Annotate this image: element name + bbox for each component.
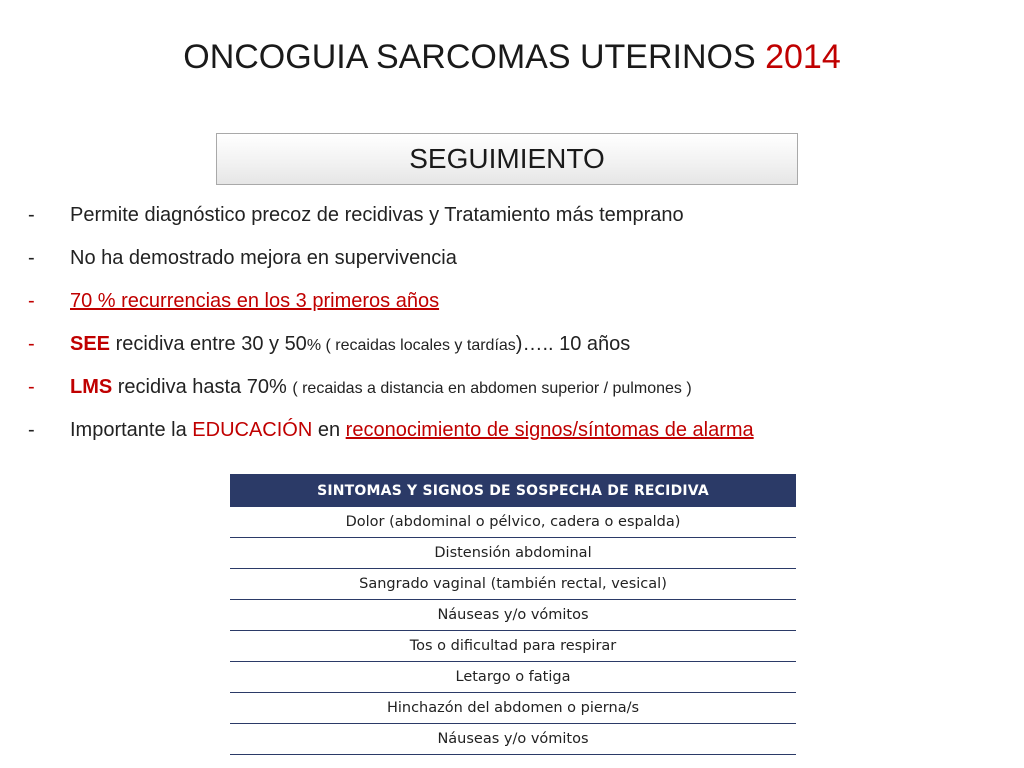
bullet-text-part: Importante la: [70, 419, 193, 441]
bullet-item: [28, 376, 1008, 419]
bullet-text-part: en: [312, 419, 346, 441]
table-row: [230, 662, 796, 693]
bullet-text-part: recidiva entre 30 y 50: [110, 333, 307, 355]
bullet-dash: -: [28, 419, 35, 441]
bullet-text: No ha demostrado mejora en supervivencia: [70, 247, 457, 269]
bullet-item: [28, 204, 1008, 247]
bullet-text-small: ( recaidas a distancia en abdomen superior / pulmones ): [292, 380, 692, 397]
section-heading-label: SEGUIMIENTO: [409, 143, 605, 174]
bullet-text: [70, 376, 692, 399]
page-title: [0, 38, 1024, 77]
bullet-item: [28, 333, 1008, 376]
bullet-dash: -: [28, 333, 35, 355]
table-cell: Tos o dificultad para respirar: [230, 631, 796, 662]
table-cell: Sangrado vaginal (también rectal, vesical): [230, 569, 796, 600]
table-cell: Náuseas y/o vómitos: [230, 600, 796, 631]
bullet-text-highlighted: 70 % recurrencias en los 3 primeros años: [70, 290, 440, 312]
bullet-text-part: )….. 10 años: [515, 333, 631, 355]
table-cell: Hinchazón del abdomen o pierna/s: [230, 693, 796, 724]
bullet-text: Permite diagnóstico precoz de recidivas y Tratamiento más temprano: [70, 204, 684, 226]
table-cell: Letargo o fatiga: [230, 662, 796, 693]
page-title-main: ONCOGUIA SARCOMAS UTERINOS: [183, 38, 766, 76]
bullet-text: [70, 333, 630, 356]
bullet-dash: -: [28, 376, 35, 398]
bullet-dash: -: [28, 290, 35, 312]
page-title-year: 2014: [765, 38, 841, 76]
table-row: [230, 600, 796, 631]
bullet-list: [28, 204, 1008, 462]
bullet-item: [28, 419, 1008, 462]
bullet-text: [70, 419, 754, 442]
bullet-dash: -: [28, 247, 35, 269]
table-row: [230, 538, 796, 569]
table-row: [230, 693, 796, 724]
table-row: [230, 631, 796, 662]
bullet-item: [28, 247, 1008, 290]
bullet-strong-see: SEE: [70, 333, 111, 355]
table-header-row: [230, 474, 796, 507]
bullet-underlined-phrase: reconocimiento de signos/síntomas de alarma: [345, 419, 754, 441]
table-cell: Dolor (abdominal o pélvico, cadera o espalda): [230, 507, 796, 538]
table-row: [230, 507, 796, 538]
table-row: [230, 569, 796, 600]
table-row: [230, 724, 796, 755]
bullet-text-small: % ( recaidas locales y tardías: [306, 337, 516, 354]
symptoms-table: [230, 474, 796, 755]
table-cell: Distensión abdominal: [230, 538, 796, 569]
section-heading-box: [216, 133, 798, 185]
bullet-text-part: recidiva hasta 70%: [112, 376, 293, 398]
bullet-item: [28, 290, 1008, 333]
bullet-highlight-educacion: EDUCACIÓN: [192, 419, 313, 441]
bullet-strong-lms: LMS: [70, 376, 113, 398]
bullet-dash: -: [28, 204, 35, 226]
table-cell: Náuseas y/o vómitos: [230, 724, 796, 755]
table-header: SINTOMAS Y SIGNOS DE SOSPECHA DE RECIDIVA: [230, 474, 796, 507]
